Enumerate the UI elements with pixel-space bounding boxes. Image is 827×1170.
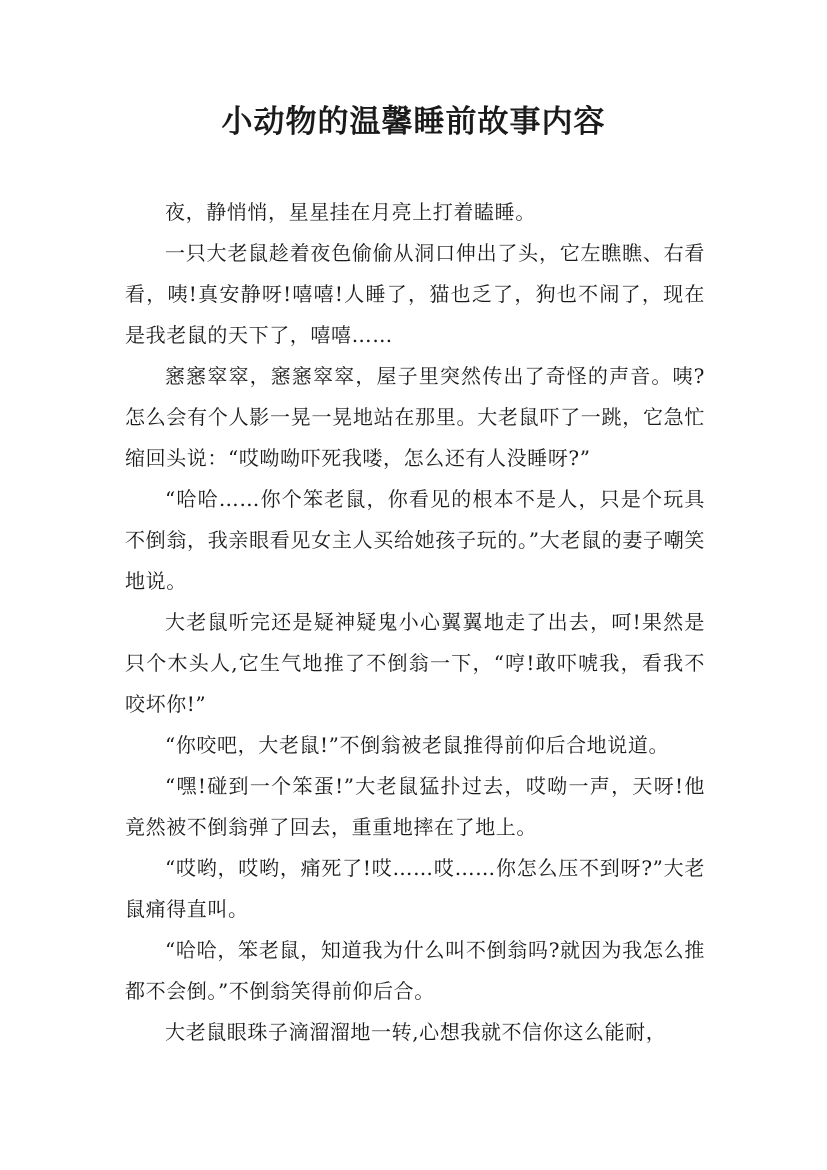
paragraph: “哈哈……你个笨老鼠，你看见的根本不是人，只是个玩具不倒翁，我亲眼看见女主人买给她孩子玩的。”大老鼠的妻子嘲笑地说。 xyxy=(125,487,705,593)
paragraph: “嘿!碰到一个笨蛋!”大老鼠猛扑过去，哎呦一声，天呀!他竟然被不倒翁弹了回去，重重地摔在了地上。 xyxy=(125,774,705,839)
paragraph: 一只大老鼠趁着夜色偷偷从洞口伸出了头，它左瞧瞧、右看看，咦!真安静呀!嘻嘻!人睡了，猫也乏了，狗也不闹了，现在是我老鼠的天下了，嘻嘻…… xyxy=(125,241,705,347)
paragraph: 夜，静悄悄，星星挂在月亮上打着瞌睡。 xyxy=(165,200,536,224)
paragraph: “哎哟，哎哟，痛死了!哎……哎……你怎么压不到呀?”大老鼠痛得直叫。 xyxy=(125,856,705,921)
document-body xyxy=(125,192,705,1053)
paragraph: 窸窸窣窣，窸窸窣窣，屋子里突然传出了奇怪的声音。咦?怎么会有个人影一晃一晃地站在那里。大老鼠吓了一跳，它急忙缩回头说：“哎呦呦吓死我喽，怎么还有人没睡呀?” xyxy=(125,364,705,470)
document-title: 小动物的温馨睡前故事内容 xyxy=(221,104,606,140)
paragraph: 大老鼠听完还是疑神疑鬼小心翼翼地走了出去，呵!果然是只个木头人,它生气地推了不倒翁一下，“哼!敢吓唬我，看我不咬坏你!” xyxy=(125,610,705,716)
paragraph: “你咬吧，大老鼠!”不倒翁被老鼠推得前仰后合地说道。 xyxy=(165,733,670,757)
paragraph: 大老鼠眼珠子滴溜溜地一转,心想我就不信你这么能耐， xyxy=(165,1020,667,1044)
paragraph: “哈哈，笨老鼠，知道我为什么叫不倒翁吗?就因为我怎么推都不会倒。”不倒翁笑得前仰后合。 xyxy=(125,938,705,1003)
